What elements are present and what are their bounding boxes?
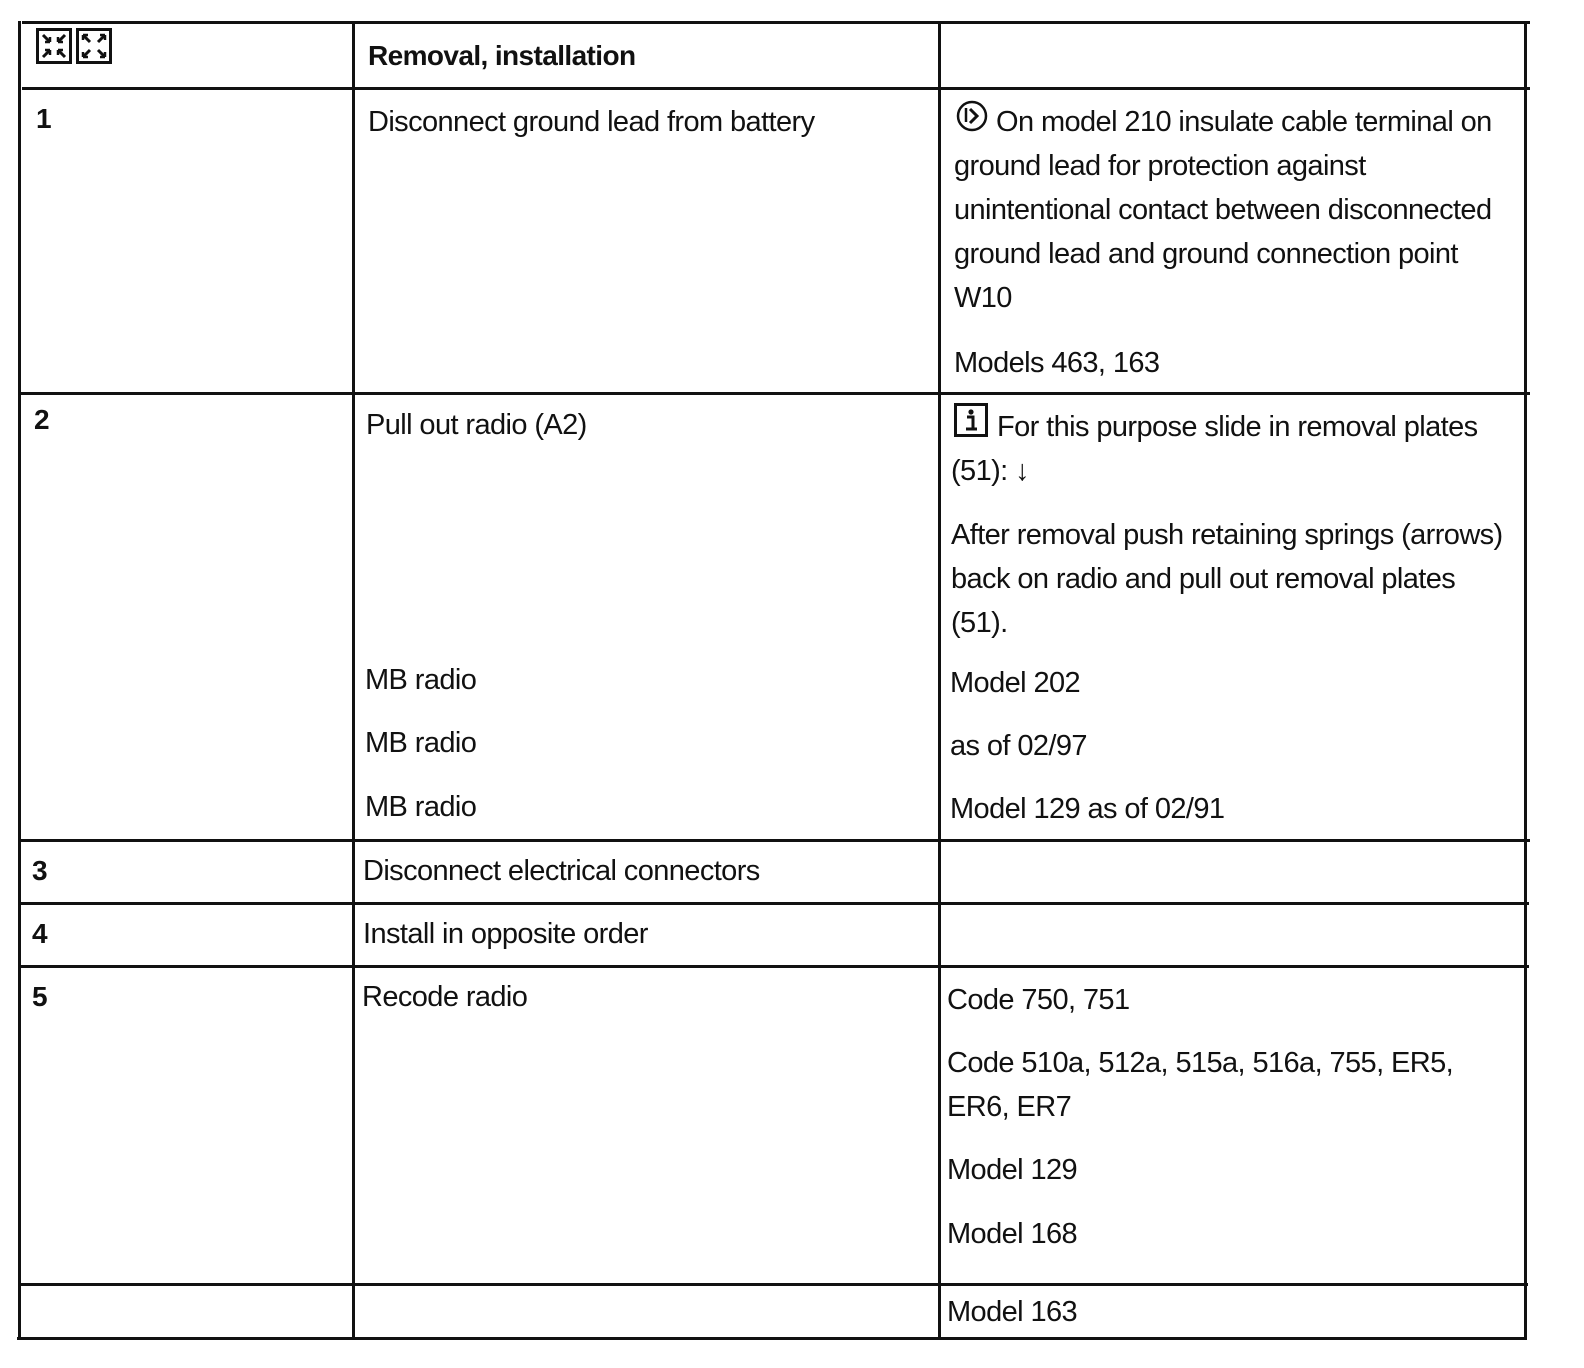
- step-action: Disconnect ground lead from battery: [368, 106, 815, 138]
- installation-icon: [76, 28, 112, 64]
- step-number: 5: [32, 981, 47, 1012]
- row-divider: [19, 902, 1529, 905]
- step-note: Model 168: [947, 1218, 1078, 1250]
- step-action: Install in opposite order: [363, 918, 648, 950]
- step-note: Models 463, 163: [954, 347, 1160, 379]
- header-title: Removal, installation: [368, 40, 636, 71]
- step-action: Pull out radio (A2): [366, 409, 587, 441]
- sub-row-action: MB radio: [365, 727, 477, 759]
- column-divider: [352, 21, 355, 1340]
- table-border-top: [22, 21, 1530, 24]
- removal-icon: [36, 28, 72, 64]
- row-divider: [20, 839, 1530, 842]
- table-border-left: [18, 21, 21, 1340]
- column-divider: [938, 21, 941, 1340]
- step-note: Model 129: [947, 1154, 1078, 1186]
- sub-row-action: MB radio: [365, 664, 477, 696]
- table-border-bottom: [17, 1337, 1527, 1340]
- step-note: Model 163: [947, 1296, 1078, 1328]
- step-number: 2: [34, 404, 49, 435]
- row-divider: [18, 1283, 1528, 1286]
- step-number: 3: [32, 855, 47, 886]
- sub-row-note: Model 129 as of 02/91: [950, 793, 1225, 825]
- step-note: On model 210 insulate cable terminal on ground lead for protection against unintentional contact between disconnected ground lead and ground connection point W10: [954, 106, 1492, 314]
- table-border-right: [1524, 21, 1527, 1340]
- sub-row-action: MB radio: [365, 791, 477, 823]
- sub-row-note: Model 202: [950, 667, 1081, 699]
- step-number: 1: [36, 103, 51, 134]
- step-action: Disconnect electrical connectors: [363, 855, 760, 887]
- step-note-text: For this purpose slide in removal plates (51):: [951, 411, 1478, 487]
- row-divider: [22, 87, 1530, 90]
- step-note: [951, 405, 1516, 493]
- row-divider: [19, 965, 1529, 968]
- step-action: Recode radio: [362, 981, 528, 1013]
- step-number: 4: [32, 918, 47, 949]
- down-arrow-icon: ↓: [1015, 455, 1030, 487]
- step-note: Code 750, 751: [947, 984, 1130, 1016]
- step-note: Code 510a, 512a, 515a, 516a, 755, ER5, ER6, ER7: [947, 1047, 1454, 1123]
- step-note: After removal push retaining springs (arrows) back on radio and pull out removal plates (51).: [951, 519, 1503, 639]
- row-divider: [21, 392, 1530, 395]
- sub-row-note: as of 02/97: [950, 730, 1087, 762]
